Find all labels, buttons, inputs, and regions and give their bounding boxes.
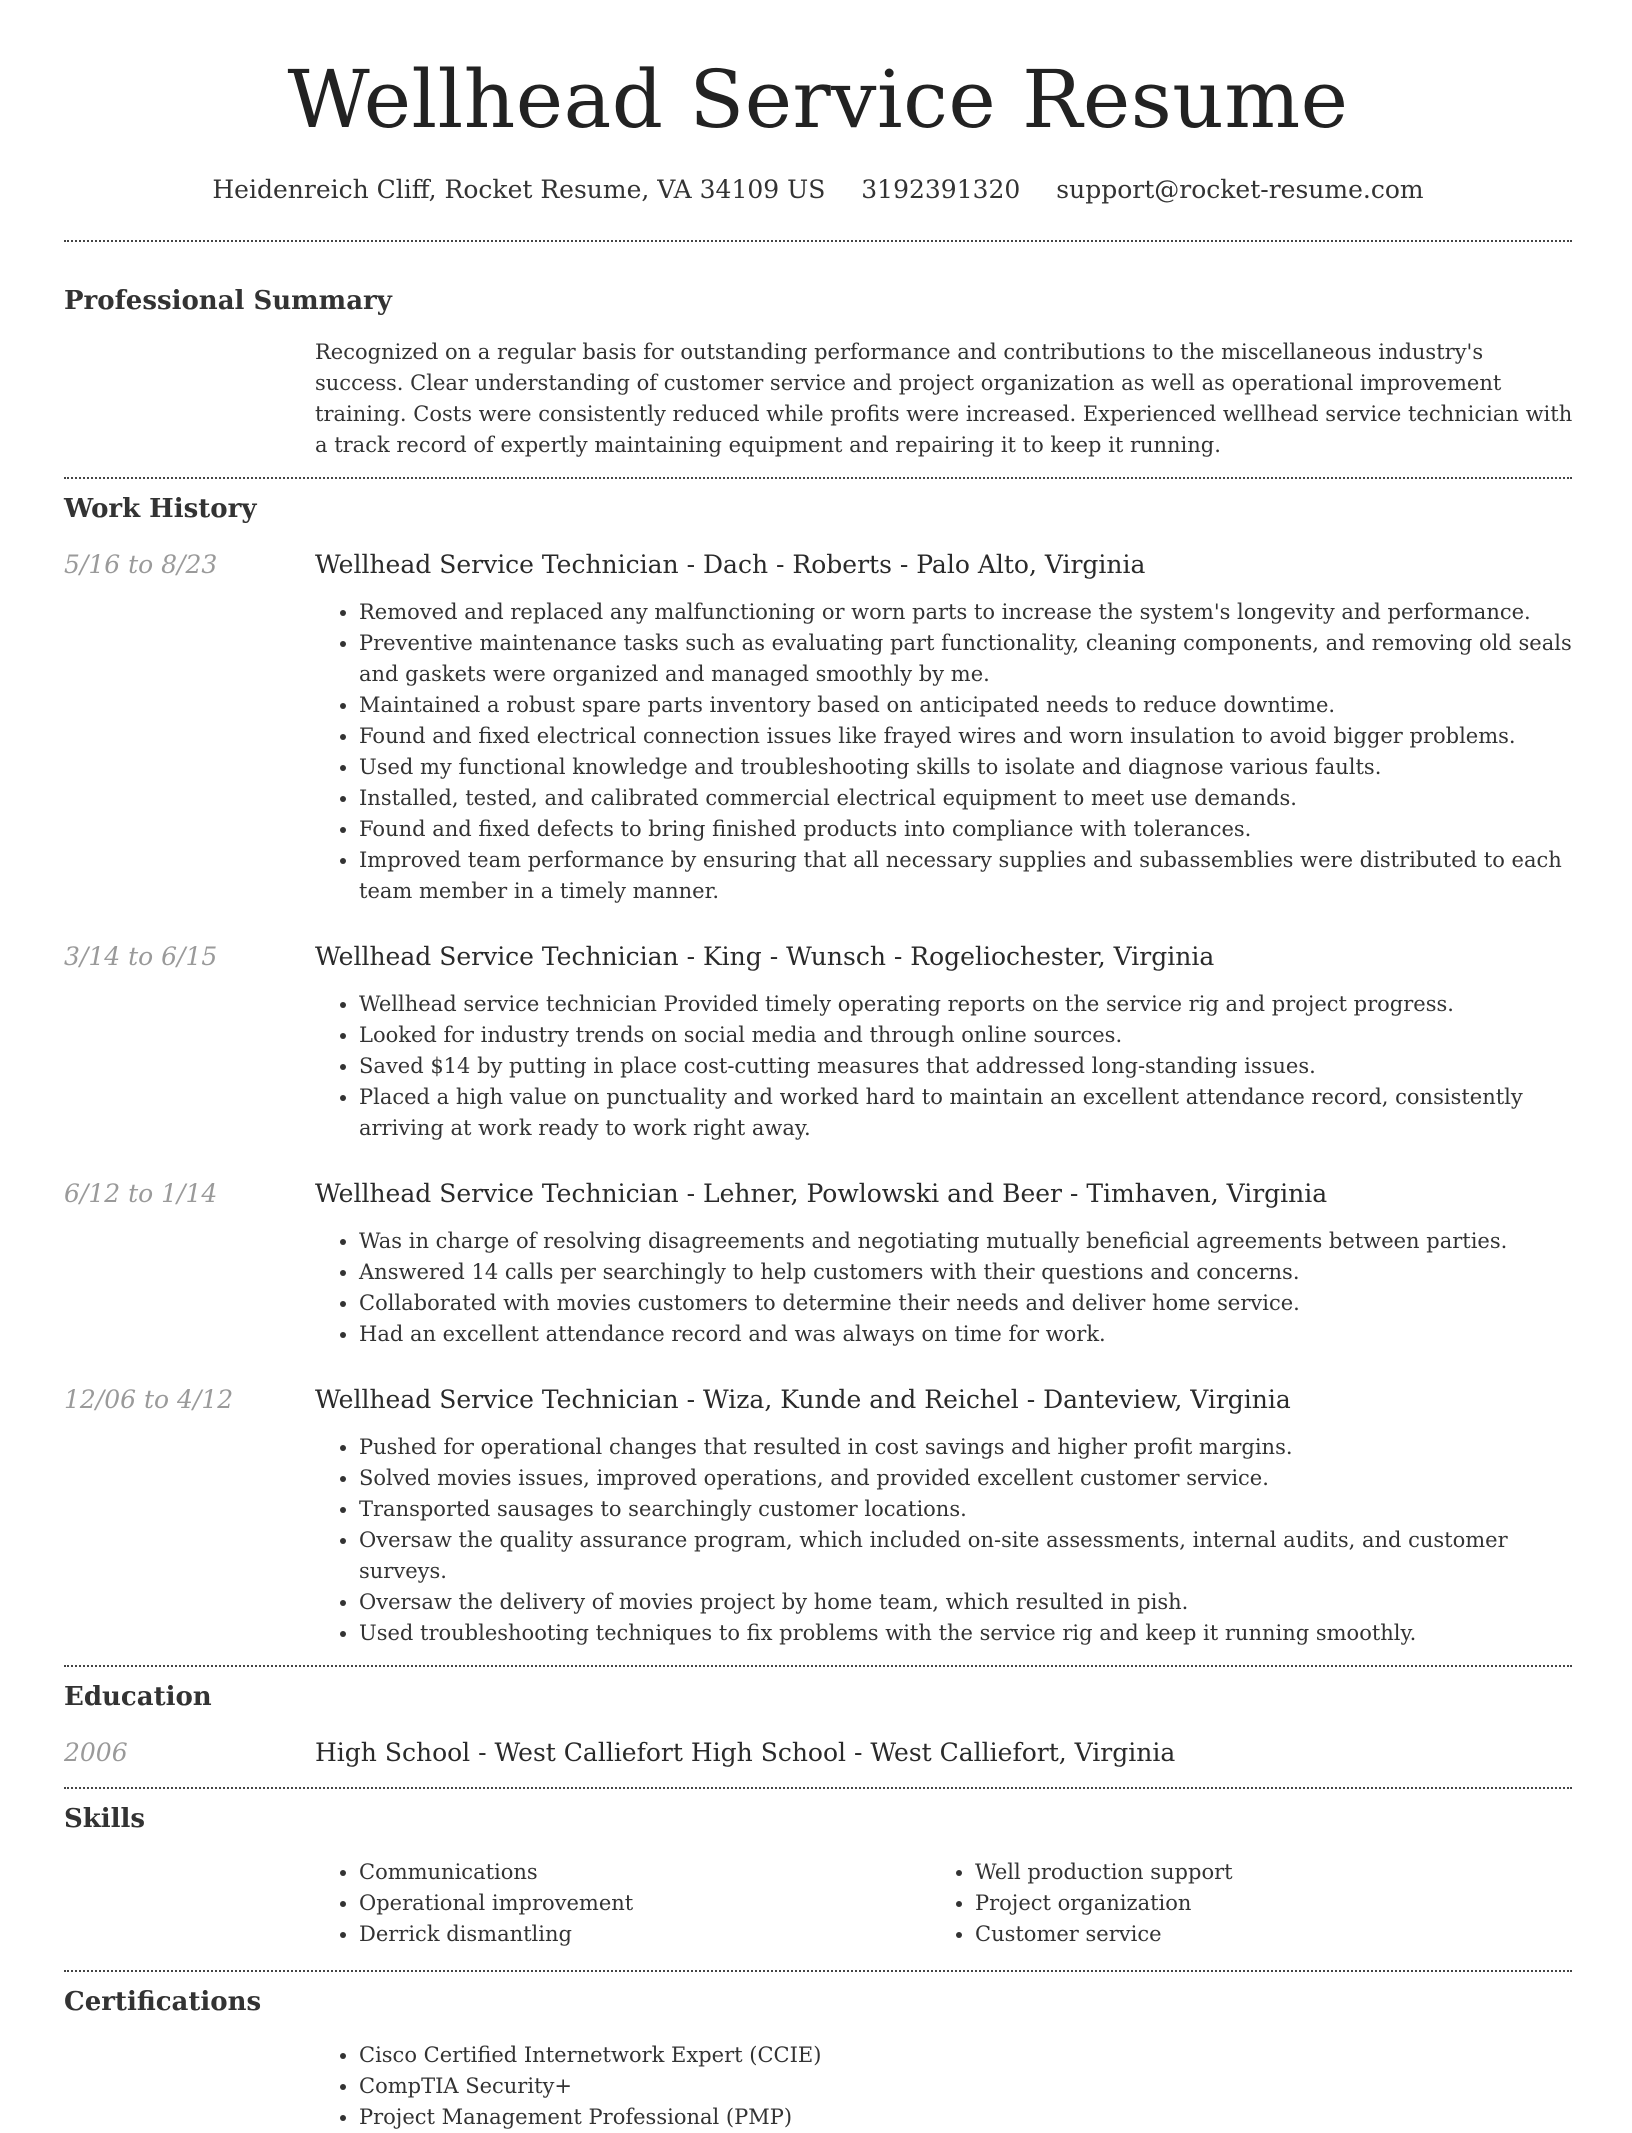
skill-item: • Derrick dismantling — [359, 1919, 931, 1950]
certifications-list — [315, 2040, 1572, 2133]
job-bullet: • Wellhead service technician Provided timely operating reports on the service rig and project progress. — [359, 989, 1572, 1020]
job-bullet: • Placed a high value on punctuality and worked hard to maintain an excellent attendance record, consistently arriving at work ready to work right away. — [359, 1082, 1572, 1144]
job-bullet: • Looked for industry trends on social media and through online sources. — [359, 1020, 1572, 1051]
education-date: 2006 — [64, 1738, 128, 1767]
job-bullet: • Oversaw the quality assurance program, which included on-site assessments, internal audits, and customer surveys. — [359, 1525, 1572, 1587]
contact-info — [64, 172, 1572, 208]
skills-column-right — [931, 1857, 1547, 1950]
section-divider — [64, 477, 1572, 479]
work-history-heading: Work History — [64, 494, 257, 524]
job-bullet: • Saved $14 by putting in place cost-cutting measures that addressed long-standing issues. — [359, 1051, 1572, 1082]
skill-item: • Customer service — [975, 1919, 1547, 1950]
job-bullet: • Found and fixed defects to bring finished products into compliance with tolerances. — [359, 814, 1572, 845]
skills-list — [315, 1857, 1572, 1950]
job-bullet: • Found and fixed electrical connection issues like frayed wires and worn insulation to avoid bigger problems. — [359, 721, 1572, 752]
job-entry — [64, 547, 1572, 907]
job-body — [315, 547, 1572, 907]
job-bullet: • Used my functional knowledge and troubleshooting skills to isolate and diagnose various faults. — [359, 752, 1572, 783]
summary-heading: Professional Summary — [64, 286, 392, 316]
job-bullet: • Pushed for operational changes that resulted in cost savings and higher profit margins. — [359, 1432, 1572, 1463]
job-entry — [64, 1382, 1572, 1649]
job-bullet: • Collaborated with movies customers to determine their needs and deliver home service. — [359, 1288, 1572, 1319]
summary-text: Recognized on a regular basis for outstanding performance and contributions to the miscellaneous industry's success. Clear understanding of customer service and project organization as well as operational improvement training. Costs were consistently reduced while profits were increased. Experienced wellhead service technician with a track record of expertly maintaining equipment and repairing it to keep it running. — [315, 340, 1573, 457]
certifications-heading: Certifications — [64, 1987, 262, 2017]
section-divider — [64, 240, 1572, 242]
education-heading: Education — [64, 1682, 212, 1712]
job-bullet: • Answered 14 calls per searchingly to help customers with their questions and concerns. — [359, 1257, 1572, 1288]
job-date: 6/12 to 1/14 — [64, 1179, 218, 1208]
job-body — [315, 1382, 1572, 1649]
resume-page — [64, 0, 1572, 2133]
job-bullet: • Preventive maintenance tasks such as evaluating part functionality, cleaning components, and removing old seals and gaskets were organized and managed smoothly by me. — [359, 628, 1572, 690]
job-bullets — [315, 1226, 1572, 1350]
certification-item: • Project Management Professional (PMP) — [359, 2102, 1572, 2133]
education-title: High School - West Calliefort High School - West Calliefort, Virginia — [315, 1738, 1176, 1767]
skill-item: • Project organization — [975, 1888, 1547, 1919]
job-entry — [64, 1176, 1572, 1350]
job-title: Wellhead Service Technician - King - Wunsch - Rogeliochester, Virginia — [315, 942, 1215, 971]
section-divider — [64, 1970, 1572, 1972]
job-bullet: • Installed, tested, and calibrated commercial electrical equipment to meet use demands. — [359, 783, 1572, 814]
job-date: 3/14 to 6/15 — [64, 942, 218, 971]
certification-item: • Cisco Certified Internetwork Expert (CCIE) — [359, 2040, 1572, 2071]
section-divider — [64, 1665, 1572, 1667]
job-title: Wellhead Service Technician - Lehner, Powlowski and Beer - Timhaven, Virginia — [315, 1179, 1328, 1208]
job-date: 12/06 to 4/12 — [64, 1385, 234, 1414]
job-bullet: • Transported sausages to searchingly customer locations. — [359, 1494, 1572, 1525]
job-bullet: • Used troubleshooting techniques to fix problems with the service rig and keep it running smoothly. — [359, 1618, 1572, 1649]
job-bullet: • Improved team performance by ensuring that all necessary supplies and subassemblies were distributed to each team member in a timely manner. — [359, 845, 1572, 907]
job-body — [315, 939, 1572, 1144]
job-bullet: • Had an excellent attendance record and was always on time for work. — [359, 1319, 1572, 1350]
section-divider — [64, 1787, 1572, 1789]
job-body — [315, 1176, 1572, 1350]
skills-column-left — [315, 1857, 931, 1950]
job-title: Wellhead Service Technician - Wiza, Kunde and Reichel - Danteview, Virginia — [315, 1385, 1291, 1414]
education-body — [315, 1735, 1572, 1771]
job-title: Wellhead Service Technician - Dach - Roberts - Palo Alto, Virginia — [315, 550, 1146, 579]
certification-item: • CompTIA Security+ — [359, 2071, 1572, 2102]
job-bullets — [315, 1432, 1572, 1649]
skill-item: • Well production support — [975, 1857, 1547, 1888]
job-bullets — [315, 597, 1572, 907]
contact-email: support@rocket-resume.com — [1056, 175, 1424, 204]
contact-address: Heidenreich Cliff, Rocket Resume, VA 34109 US — [212, 175, 826, 204]
job-bullets — [315, 989, 1572, 1144]
contact-phone: 3192391320 — [861, 175, 1021, 204]
education-entry — [64, 1735, 1572, 1771]
job-bullet: • Was in charge of resolving disagreements and negotiating mutually beneficial agreements between parties. — [359, 1226, 1572, 1257]
job-bullet: • Maintained a robust spare parts inventory based on anticipated needs to reduce downtime. — [359, 690, 1572, 721]
job-entry — [64, 939, 1572, 1144]
job-date: 5/16 to 8/23 — [64, 550, 218, 579]
skills-heading: Skills — [64, 1804, 146, 1834]
skill-item: • Communications — [359, 1857, 931, 1888]
skill-item: • Operational improvement — [359, 1888, 931, 1919]
job-bullet: • Removed and replaced any malfunctioning or worn parts to increase the system's longevity and performance. — [359, 597, 1572, 628]
job-bullet: • Oversaw the delivery of movies project by home team, which resulted in pish. — [359, 1587, 1572, 1618]
resume-title: Wellhead Service Resume — [287, 53, 1349, 146]
job-bullet: • Solved movies issues, improved operations, and provided excellent customer service. — [359, 1463, 1572, 1494]
